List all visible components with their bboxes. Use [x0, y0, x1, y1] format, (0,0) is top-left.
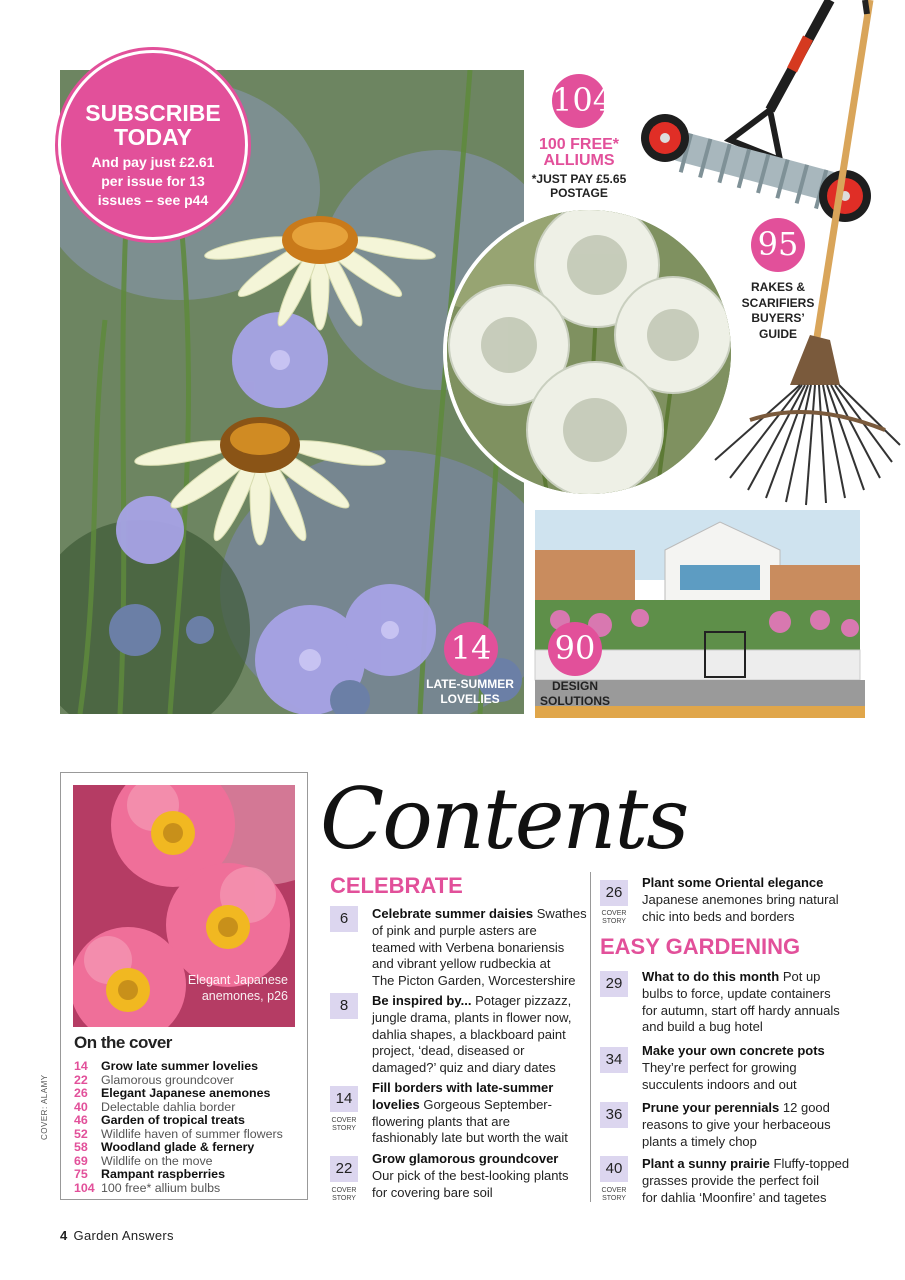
cover-item[interactable]: 14 Grow late summer lovelies — [74, 1059, 259, 1073]
cover-story-label: COVER STORY — [331, 1187, 357, 1202]
allium-photo — [443, 206, 735, 498]
contents-entry[interactable]: 36 Prune your perennials 12 good reasons to give your herbaceous plants a timely chop — [600, 1100, 855, 1152]
entry-title: Make your own concrete pots — [642, 1043, 825, 1058]
entry-title: Fill borders with late-summer — [372, 1080, 554, 1095]
page-number: 29 — [600, 971, 628, 997]
contents-entry[interactable]: 34 Make your own concrete pots They’re perfect for growing succulents indoors and out — [600, 1043, 855, 1095]
section-heading-celebrate: CELEBRATE — [330, 873, 463, 898]
page-number: 22 — [330, 1156, 358, 1182]
page-number: 34 — [600, 1047, 628, 1073]
subscribe-roundel[interactable] — [58, 50, 248, 240]
section-heading-easy-gardening: EASY GARDENING — [600, 934, 801, 959]
contents-entry[interactable]: 6 Celebrate summer daisies Swathes of pink and purple asters are teamed with Verbena bonariensis and vibrant yellow rudbeckia at The Picton Garden, Worcestershire — [330, 906, 585, 991]
page-number: 40 — [600, 1156, 628, 1182]
cover-story-label: COVER STORY — [331, 1117, 357, 1132]
late-summer-page-badge[interactable]: 14 — [444, 622, 498, 676]
alliums-page-badge[interactable]: 104 — [552, 74, 606, 128]
entry-title: Plant a sunny prairie — [642, 1156, 770, 1171]
cover-item[interactable]: 40 Delectable dahlia border — [74, 1099, 236, 1114]
entry-title: Be inspired by... — [372, 993, 472, 1008]
page-number: 26 — [600, 880, 628, 906]
page-number: 14 — [330, 1086, 358, 1112]
subscribe-offer: And pay just £2.61 per issue for 13 issues – see p44 — [91, 154, 215, 208]
photo-credit: COVER: ALAMY — [40, 1074, 49, 1140]
anemone-photo-caption: Elegant Japanese anemones, p26 — [187, 973, 288, 1003]
contents-heading: Contents — [320, 770, 688, 868]
contents-entry[interactable]: 14 COVER STORY Fill borders with late-summer lovelies Gorgeous September- flowering plants that are fashionably late but worth the wait — [331, 1080, 568, 1146]
cover-item[interactable]: 26 Elegant Japanese anemones — [74, 1086, 271, 1100]
entry-title: Plant some Oriental elegance — [642, 875, 824, 890]
cover-story-label: COVER STORY — [601, 1187, 627, 1202]
contents-entry[interactable]: 29 What to do this month Pot up bulbs to force, update containers for autumn, start off hardy annuals and build a bug hotel — [600, 969, 855, 1039]
cover-item[interactable]: 46 Garden of tropical treats — [74, 1113, 245, 1127]
entry-title: Grow glamorous groundcover — [372, 1151, 559, 1166]
contents-entry[interactable]: 40 COVER STORY Plant a sunny prairie Fluffy-topped grasses provide the perfect foil for dahlia ‘Moonfire’ and tagetes — [601, 1156, 850, 1205]
folio-page-number: 4 — [60, 1228, 68, 1243]
cover-item[interactable]: 52 Wildlife haven of summer flowers — [74, 1126, 283, 1141]
design-page-badge[interactable]: 90 — [548, 622, 602, 676]
entry-title: Celebrate summer daisies — [372, 906, 534, 921]
contents-entry[interactable]: 26 COVER STORY Plant some Oriental elegance Japanese anemones bring natural chic into beds and borders — [601, 875, 839, 925]
magazine-name: Garden Answers — [73, 1228, 174, 1243]
cover-item[interactable]: 69 Wildlife on the move — [74, 1153, 213, 1168]
rakes-title: RAKES & SCARIFIERS BUYERS’ GUIDE — [741, 280, 815, 341]
contents-entry[interactable]: 22 COVER STORY Grow glamorous groundcover Our pick of the best-looking plants for covering bare soil — [331, 1151, 569, 1202]
page-footer — [60, 1228, 174, 1243]
column-divider — [590, 872, 591, 1202]
alliums-note: *JUST PAY £5.65 POSTAGE — [531, 172, 627, 200]
design-title: DESIGN SOLUTIONS — [539, 679, 610, 708]
subscribe-title: SUBSCRIBE TODAY — [85, 100, 221, 150]
contents-entry[interactable]: 8 Be inspired by... Potager pizzazz, jungle drama, plants in flower now, dahlia shapes, a blackboard paint project, ‘dead, diseased or damaged?’ quiz and diary dates — [330, 993, 585, 1078]
page-number: 6 — [330, 906, 358, 932]
entry-title: Prune your perennials — [642, 1100, 780, 1115]
page-number: 36 — [600, 1102, 628, 1128]
cover-item[interactable]: 75 Rampant raspberries — [74, 1167, 225, 1181]
rakes-page-badge[interactable]: 95 — [751, 218, 805, 272]
on-the-cover-heading: On the cover — [74, 1033, 172, 1052]
cover-item[interactable]: 22 Glamorous groundcover — [74, 1072, 234, 1087]
entry-title: What to do this month — [642, 969, 780, 984]
alliums-title: 100 FREE* ALLIUMS — [538, 136, 620, 169]
page-number: 8 — [330, 993, 358, 1019]
cover-item[interactable]: 58 Woodland glade & fernery — [74, 1140, 255, 1154]
cover-story-label: COVER STORY — [601, 910, 627, 925]
late-summer-title: LATE-SUMMER LOVELIES — [426, 677, 514, 706]
cover-item[interactable]: 104 100 free* allium bulbs — [74, 1180, 221, 1195]
